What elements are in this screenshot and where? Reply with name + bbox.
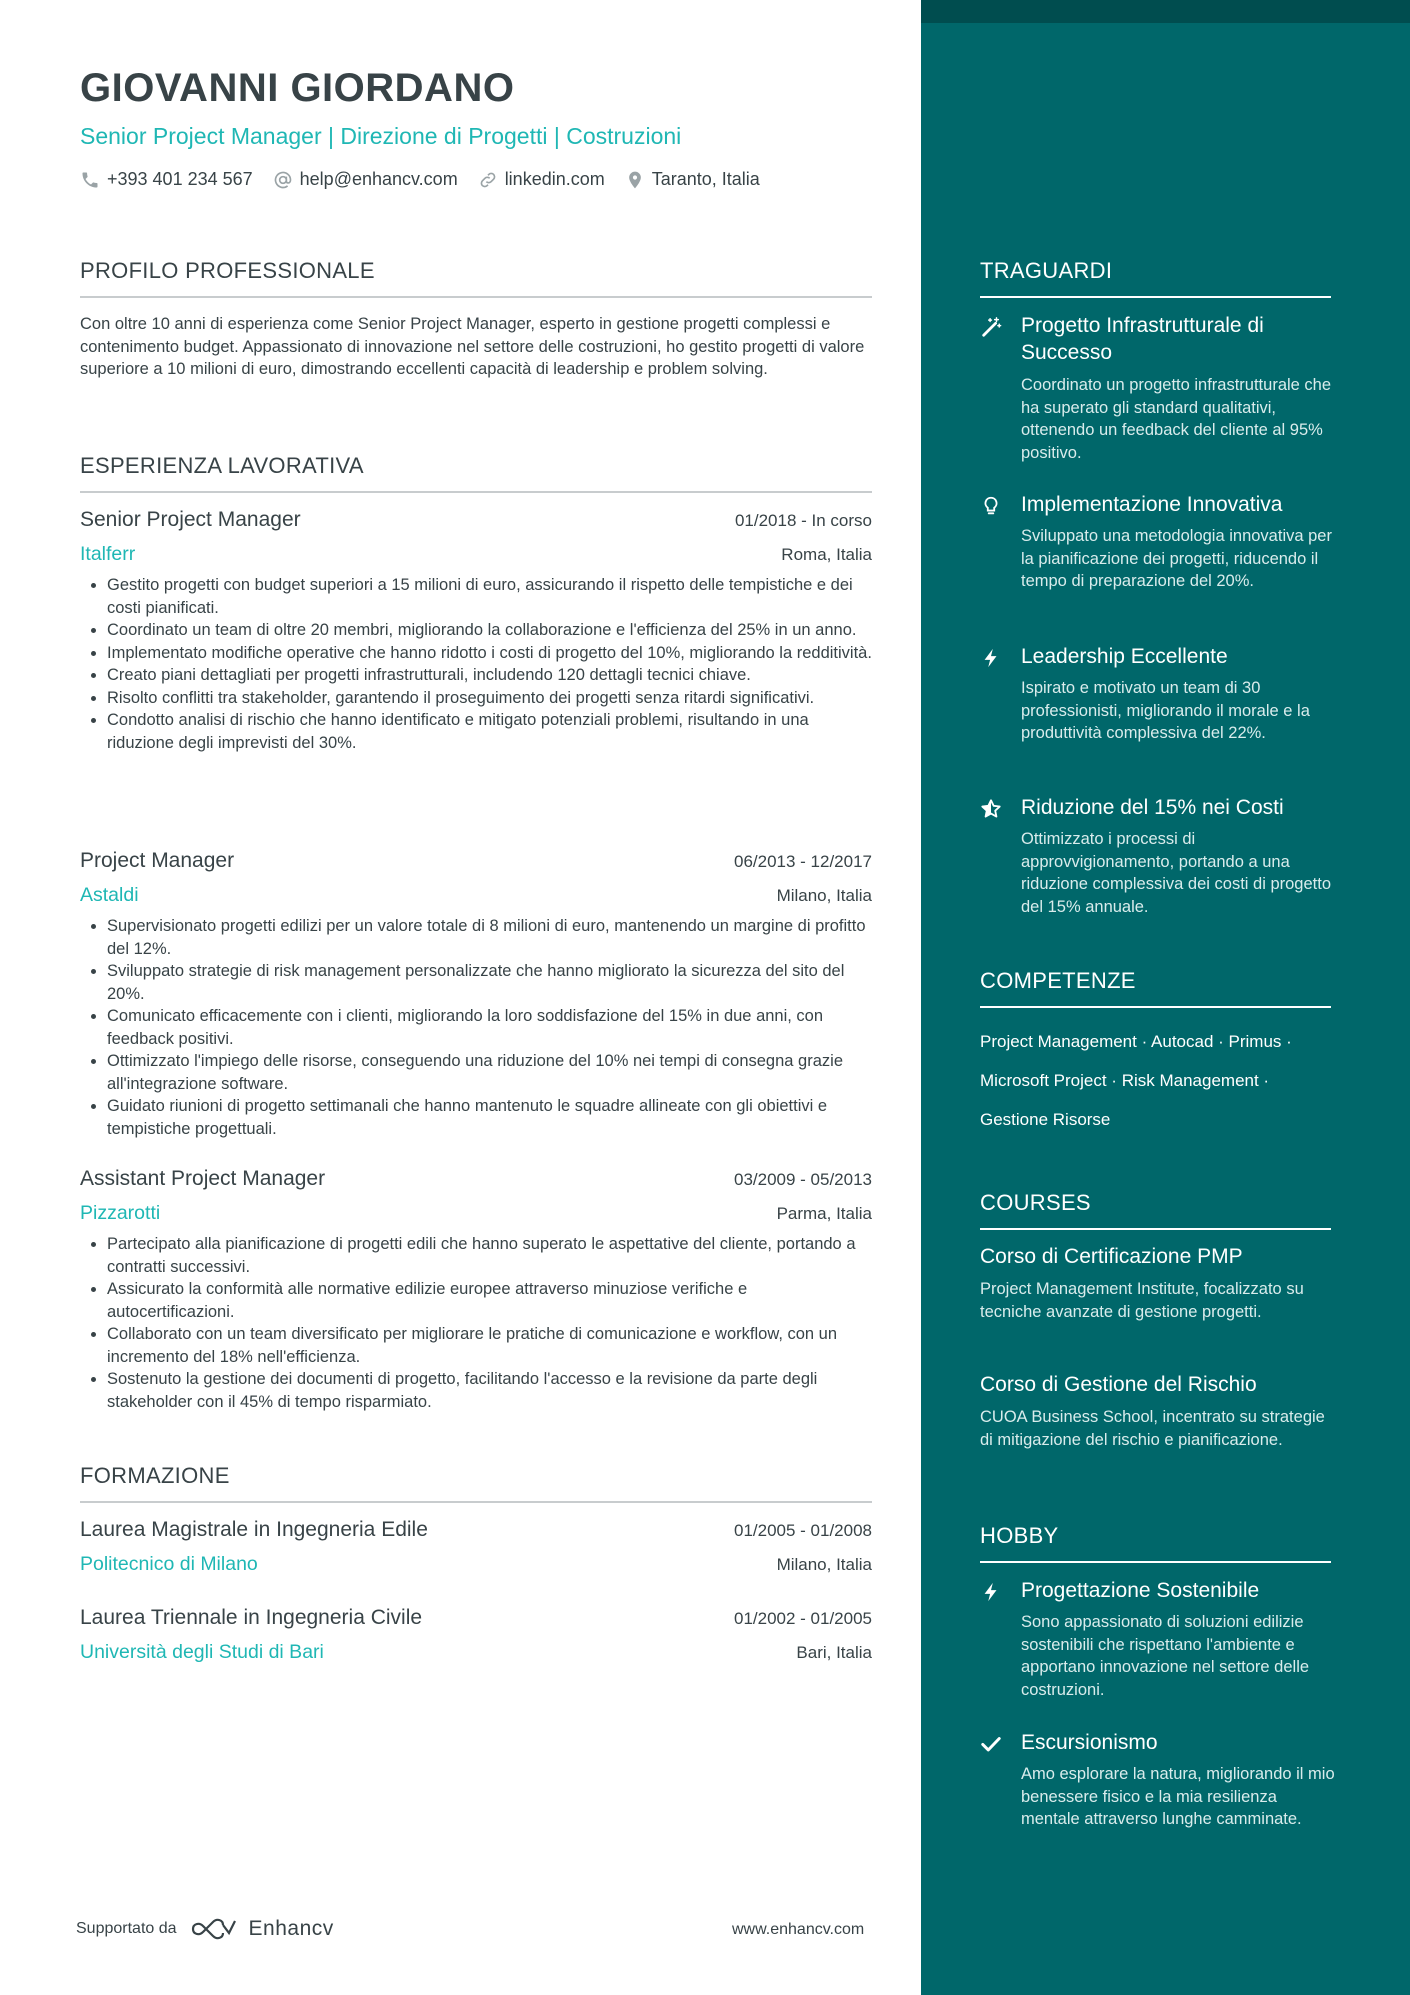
skills-line: Microsoft Project · Risk Management · — [980, 1071, 1270, 1090]
education-location: Milano, Italia — [776, 1555, 872, 1574]
supported-by-label: Supportato da — [76, 1920, 177, 1937]
job-bullet: • Gestito progetti con budget superiori a 15 milioni di euro, assicurando il rispetto delle tempistiche e dei costi pianificati. — [107, 574, 872, 619]
enhancv-logo-icon — [189, 1917, 237, 1941]
course-description: Project Management Institute, focalizzato su tecniche avanzate di gestione progetti. — [980, 1280, 1304, 1321]
lightning-icon — [980, 647, 1002, 669]
email-text: help@enhancv.com — [299, 169, 458, 189]
section-title-courses: COURSES — [980, 1190, 1091, 1215]
achievement-description: Ottimizzato i processi di approvvigionamento, portando a una riduzione complessiva dei costi di progetto del 15% annuale. — [1021, 830, 1331, 916]
section-title-hobbies: HOBBY — [980, 1523, 1059, 1548]
achievement-description: Coordinato un progetto infrastrutturale che ha superato gli standard qualitativi, ottenendo un feedback del cliente al 95% positivo. — [1021, 376, 1332, 462]
hobby-description: Sono appassionato di soluzioni edilizie sostenibili che rispettano l'ambiente e apportano innovazione nel settore delle costruzioni. — [1021, 1613, 1310, 1699]
course-title: Corso di Gestione del Rischio — [980, 1373, 1257, 1396]
skills-line: Project Management · Autocad · Primus · — [980, 1032, 1292, 1051]
at-icon — [273, 170, 293, 190]
job-bullet: • Implementato modifiche operative che hanno ridotto i costi di progetto del 10%, migliorando la redditività. — [107, 642, 872, 665]
phone-text: +393 401 234 567 — [107, 169, 253, 189]
job-bullet: • Condotto analisi di rischio che hanno identificato e mitigato potenziali problemi, risultando in una riduzione degli imprevisti del 30%. — [107, 709, 872, 754]
education-date: 01/2005 - 01/2008 — [733, 1521, 872, 1540]
footer-website-link[interactable]: www.enhancv.com — [732, 1921, 865, 1938]
job-bullet: • Partecipato alla pianificazione di progetti edili che hanno superato le aspettative del cliente, portando a contratti successivi. — [107, 1233, 872, 1278]
lightning-icon — [980, 1581, 1002, 1603]
education-date: 01/2002 - 01/2005 — [733, 1609, 872, 1628]
job-bullet: • Coordinato un team di oltre 20 membri, migliorando la collaborazione e l'efficienza del 25% in un anno. — [107, 619, 872, 642]
job-date: 01/2018 - In corso — [734, 511, 872, 530]
job-location: Roma, Italia — [781, 545, 872, 564]
job-date: 03/2009 - 05/2013 — [733, 1170, 872, 1189]
job-bullet: • Assicurato la conformità alle normative edilizie europee attraverso minuziose verifiche e autocertificazioni. — [107, 1278, 872, 1323]
job-bullet: • Sviluppato strategie di risk management personalizzate che hanno migliorato la sicurezza del sito del 20%. — [107, 960, 872, 1005]
job-bullets — [80, 574, 872, 754]
job-location: Milano, Italia — [776, 886, 872, 905]
section-divider — [980, 296, 1331, 298]
job-company: Astaldi — [80, 884, 139, 906]
course-description: CUOA Business School, incentrato su strategie di mitigazione del rischio e pianificazione. — [980, 1408, 1325, 1449]
education-location: Bari, Italia — [796, 1643, 872, 1662]
job-bullet: • Collaborato con un team diversificato per migliorare le pratiche di comunicazione e workflow, con un incremento del 18% nell'efficienza. — [107, 1323, 872, 1368]
location-text: Taranto, Italia — [651, 169, 760, 189]
checkmark-icon — [980, 1733, 1002, 1755]
hobby-description: Amo esplorare la natura, migliorando il mio benessere fisico e la mia resilienza mentale attraverso lunghe camminate. — [1021, 1765, 1335, 1828]
job-date: 06/2013 - 12/2017 — [733, 852, 872, 871]
headline: Senior Project Manager | Direzione di Progetti | Costruzioni — [80, 123, 682, 149]
job-bullet: • Creato piani dettagliati per progetti infrastrutturali, includendo 120 dettagli tecnici chiave. — [107, 664, 872, 687]
job-location: Parma, Italia — [776, 1204, 872, 1223]
candidate-name: GIOVANNI GIORDANO — [80, 66, 515, 110]
school-name: Politecnico di Milano — [80, 1553, 258, 1575]
achievement-description: Ispirato e motivato un team di 30 professionisti, migliorando il morale e la produttività complessiva del 22%. — [1021, 679, 1310, 742]
section-divider — [80, 491, 872, 493]
phone-icon — [80, 170, 100, 190]
achievement-title: Progetto Infrastrutturale di Successo — [1021, 314, 1264, 364]
achievement-title: Leadership Eccellente — [1021, 645, 1228, 668]
degree-title: Laurea Magistrale in Ingegneria Edile — [80, 1518, 428, 1541]
contact-linkedin[interactable] — [478, 169, 605, 190]
school-name: Università degli Studi di Bari — [80, 1641, 324, 1663]
achievement-description: Sviluppato una metodologia innovativa per la pianificazione dei progetti, riducendo il tempo di preparazione del 20%. — [1021, 527, 1332, 590]
achievement-title: Riduzione del 15% nei Costi — [1021, 796, 1284, 819]
brand-name: Enhancv — [248, 1917, 334, 1940]
contact-email[interactable] — [273, 169, 458, 190]
job-bullet: • Guidato riunioni di progetto settimanali che hanno mantenuto le squadre allineate con gli obiettivi e tempistiche progettuali. — [107, 1095, 872, 1140]
magic-wand-icon — [980, 316, 1002, 338]
section-title-skills: COMPETENZE — [980, 968, 1136, 993]
job-bullet: • Ottimizzato l'impiego delle risorse, conseguendo una riduzione del 10% nei tempi di consegna grazie all'integrazione software. — [107, 1050, 872, 1095]
job-bullet: • Comunicato efficacemente con i clienti, migliorando la loro soddisfazione del 15% in due anni, con feedback positivi. — [107, 1005, 872, 1050]
sidebar-top-band — [921, 0, 1410, 23]
star-icon — [980, 798, 1002, 820]
lightbulb-icon — [980, 495, 1002, 517]
section-divider — [80, 296, 872, 298]
section-title-profile: PROFILO PROFESSIONALE — [80, 258, 375, 283]
skills-line: Gestione Risorse — [980, 1110, 1111, 1129]
profile-summary: Con oltre 10 anni di esperienza come Senior Project Manager, esperto in gestione progetti complessi e contenimento budget. Appassionato di innovazione nel settore delle costruzioni, ho gestito progetti di valore superiore a 10 milioni di euro, dimostrando eccellenti capacità di leadership e problem solving. — [80, 315, 865, 378]
section-divider — [980, 1006, 1331, 1008]
job-bullet: • Sostenuto la gestione dei documenti di progetto, facilitando l'accesso e la revisione da parte degli stakeholder con il 45% di tempo risparmiato. — [107, 1368, 872, 1413]
location-pin-icon — [625, 170, 645, 190]
job-bullets — [80, 1233, 872, 1413]
section-title-education: FORMAZIONE — [80, 1463, 230, 1488]
course-title: Corso di Certificazione PMP — [980, 1245, 1243, 1268]
section-divider — [980, 1228, 1331, 1230]
job-company: Pizzarotti — [80, 1202, 161, 1224]
job-title: Assistant Project Manager — [80, 1167, 326, 1190]
job-bullet: • Risolto conflitti tra stakeholder, garantendo il proseguimento dei progetti senza ritardi significativi. — [107, 687, 872, 710]
linkedin-text: linkedin.com — [504, 169, 605, 189]
footer-branding — [76, 1917, 334, 1941]
job-bullets — [80, 915, 872, 1140]
degree-title: Laurea Triennale in Ingegneria Civile — [80, 1606, 423, 1629]
link-icon — [478, 170, 498, 190]
hobby-title: Progettazione Sostenibile — [1021, 1579, 1260, 1602]
section-divider — [980, 1561, 1331, 1563]
job-title: Project Manager — [80, 849, 235, 872]
sidebar — [921, 0, 1410, 1995]
contact-location — [625, 169, 760, 190]
section-title-achievements: TRAGUARDI — [980, 258, 1113, 283]
job-company: Italferr — [80, 543, 136, 565]
section-divider — [80, 1501, 872, 1503]
contact-bar — [80, 169, 760, 190]
hobby-title: Escursionismo — [1021, 1731, 1158, 1754]
job-bullet: • Supervisionato progetti edilizi per un valore totale di 8 milioni di euro, mantenendo un margine di profitto del 12%. — [107, 915, 872, 960]
achievement-title: Implementazione Innovativa — [1021, 493, 1283, 516]
contact-phone[interactable] — [80, 169, 253, 190]
job-title: Senior Project Manager — [80, 508, 301, 531]
section-title-experience: ESPERIENZA LAVORATIVA — [80, 453, 364, 478]
skills-list — [980, 1022, 1331, 1139]
